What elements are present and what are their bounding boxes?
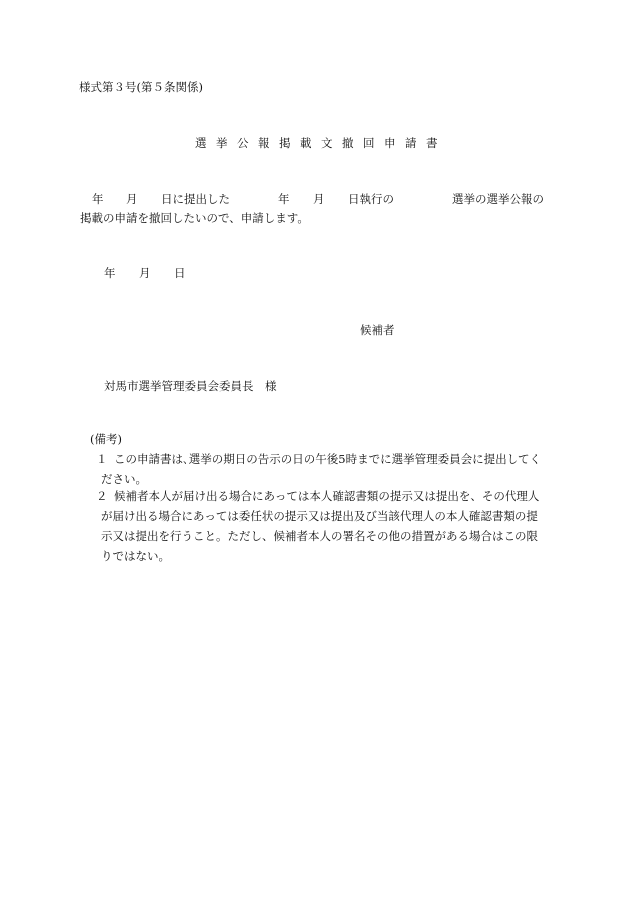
body-year-1: 年 bbox=[92, 192, 104, 206]
body-year-2: 年 bbox=[278, 192, 290, 206]
date-day: 日 bbox=[174, 266, 186, 280]
candidate-label: 候補者 bbox=[360, 323, 395, 337]
remark-note-line: りではない。 bbox=[101, 549, 170, 563]
body-month-1: 月 bbox=[126, 192, 138, 206]
remark-note-line: が届け出る場合にあっては委任状の提示又は提出及び当該代理人の本人確認書類の提 bbox=[101, 509, 538, 523]
date-month: 月 bbox=[139, 266, 151, 280]
remark-note-line: この申請書は､選挙の期日の告示の日の午後5時までに選挙管理委員会に提出してく bbox=[114, 452, 542, 466]
form-number: 様式第３号(第５条関係) bbox=[79, 80, 203, 94]
body-day-executed: 日執行の bbox=[348, 192, 394, 206]
remark-note-line: 示又は提出を行うこと。ただし、候補者本人の署名その他の措置がある場合はこの限 bbox=[101, 529, 538, 543]
body-month-2: 月 bbox=[313, 192, 325, 206]
addressee: 対馬市選挙管理委員会委員長 様 bbox=[104, 379, 277, 393]
body-line-2: 掲載の申請を撤回したいので、申請します。 bbox=[80, 211, 309, 225]
remark-note-number: ２ bbox=[96, 489, 108, 503]
body-election-bulletin: 選挙の選挙公報の bbox=[452, 192, 544, 206]
remark-note-line: 候補者本人が届け出る場合にあっては本人確認書類の提示又は提出を、その代理人 bbox=[114, 489, 540, 503]
remarks-heading: (備考) bbox=[90, 432, 122, 446]
document-title: 選挙公報掲載文撤回申請書 bbox=[195, 136, 447, 150]
remark-note-number: １ bbox=[96, 452, 108, 466]
date-year: 年 bbox=[104, 266, 116, 280]
body-day-submitted: 日に提出した bbox=[161, 192, 230, 206]
remark-note-line: ださい。 bbox=[101, 472, 147, 486]
